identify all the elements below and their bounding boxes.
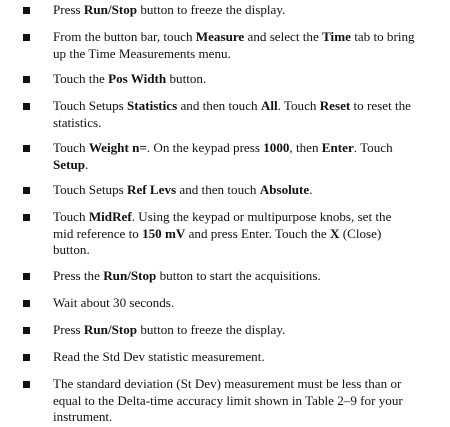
emphasized-term: 150 mV — [142, 225, 186, 241]
text-run: . Using the keypad or multipurpose knobs, set the — [131, 209, 392, 224]
text-run: . Touch — [277, 98, 320, 113]
text-run: Touch — [53, 140, 89, 155]
step-text — [53, 29, 443, 62]
bullet-square-icon — [23, 273, 30, 280]
emphasized-term: Time — [322, 29, 351, 44]
step-text-line — [53, 242, 443, 259]
text-run: button. — [166, 71, 207, 86]
bullet-square-icon — [23, 354, 30, 361]
bullet-square-icon — [23, 103, 30, 110]
step-text — [53, 98, 443, 131]
text-run: . On the keypad press — [146, 140, 264, 155]
text-run: . Touch — [353, 140, 393, 155]
emphasized-term: Statistics — [127, 98, 178, 113]
text-run: up the Time Measurements menu. — [53, 45, 231, 61]
text-run: and select the — [244, 29, 323, 44]
text-run: instrument. — [53, 409, 113, 424]
step-text-line — [53, 140, 443, 157]
bullet-square-icon — [23, 187, 30, 194]
text-run: The standard deviation (St Dev) measurement must be less than or — [53, 376, 402, 391]
bullet-square-icon — [23, 7, 30, 14]
text-run: . — [309, 182, 313, 197]
text-run: Touch Setups — [53, 98, 128, 113]
step-text — [53, 2, 443, 19]
text-run: Press — [53, 322, 84, 337]
step-text — [53, 268, 443, 285]
text-run: Touch Setups — [53, 182, 128, 197]
text-run: , then — [289, 140, 322, 155]
text-run: and then touch — [176, 182, 260, 197]
step-text-line — [53, 409, 443, 426]
step-text-line — [53, 46, 443, 63]
step-text — [53, 209, 443, 259]
text-run: (Close) — [339, 225, 382, 241]
step-text-line — [53, 209, 443, 226]
text-run: button to start the acquisitions. — [156, 268, 321, 283]
emphasized-term: All — [260, 98, 278, 113]
emphasized-term: 1000 — [263, 140, 290, 155]
emphasized-term: X — [330, 225, 340, 241]
emphasized-term: Measure — [195, 29, 245, 44]
emphasized-term: Ref Levs — [127, 182, 177, 197]
step-text-line — [53, 2, 443, 19]
text-run: Wait about 30 seconds. — [53, 295, 175, 310]
text-run: and then touch — [177, 98, 261, 113]
emphasized-term: Setup — [53, 156, 86, 172]
step-text-line — [53, 226, 443, 243]
text-run: and press Enter. Touch the — [185, 225, 331, 241]
emphasized-term: Weight n= — [88, 140, 147, 155]
text-run: Touch the — [53, 71, 109, 86]
step-text — [53, 71, 443, 88]
bullet-square-icon — [23, 34, 30, 41]
step-text-line — [53, 29, 443, 46]
text-run: button to freeze the display. — [137, 322, 286, 337]
text-run: mid reference to — [53, 225, 143, 241]
text-run: equal to the Delta-time accuracy limit shown in Table 2–9 for your — [53, 392, 403, 408]
bullet-square-icon — [23, 214, 30, 221]
text-run: statistics. — [53, 114, 102, 130]
text-run: Read the Std Dev statistic measurement. — [53, 349, 265, 364]
step-text — [53, 182, 443, 199]
text-run: to reset the — [350, 98, 411, 113]
bullet-square-icon — [23, 381, 30, 388]
text-run: button to freeze the display. — [137, 2, 286, 17]
emphasized-term: Run/Stop — [83, 2, 138, 17]
text-run: Press the — [53, 268, 104, 283]
step-text-line — [53, 295, 443, 312]
step-text-line — [53, 98, 443, 115]
text-run: tab to bring — [350, 29, 415, 44]
step-text-line — [53, 322, 443, 339]
step-text — [53, 295, 443, 312]
text-run: Press — [53, 2, 84, 17]
step-text-line — [53, 393, 443, 410]
emphasized-term: Enter — [321, 140, 354, 155]
emphasized-term: Pos Width — [108, 71, 167, 86]
step-text-line — [53, 268, 443, 285]
text-run: From the button bar, touch — [53, 29, 196, 44]
emphasized-term: Run/Stop — [103, 268, 157, 283]
step-text-line — [53, 349, 443, 366]
bullet-square-icon — [23, 145, 30, 152]
step-text-line — [53, 182, 443, 199]
step-text — [53, 140, 443, 173]
text-run: Touch — [53, 209, 89, 224]
step-text-line — [53, 71, 443, 88]
step-text — [53, 376, 443, 426]
step-text — [53, 349, 443, 366]
emphasized-term: Absolute — [259, 182, 310, 197]
emphasized-term: Reset — [319, 98, 351, 113]
step-text-line — [53, 115, 443, 132]
text-run: button. — [53, 242, 90, 257]
text-run: . — [85, 156, 89, 172]
emphasized-term: MidRef — [88, 209, 132, 224]
bullet-square-icon — [23, 76, 30, 83]
step-text-line — [53, 376, 443, 393]
emphasized-term: Run/Stop — [83, 322, 138, 337]
bullet-square-icon — [23, 300, 30, 307]
step-text-line — [53, 157, 443, 174]
bullet-square-icon — [23, 327, 30, 334]
step-text — [53, 322, 443, 339]
